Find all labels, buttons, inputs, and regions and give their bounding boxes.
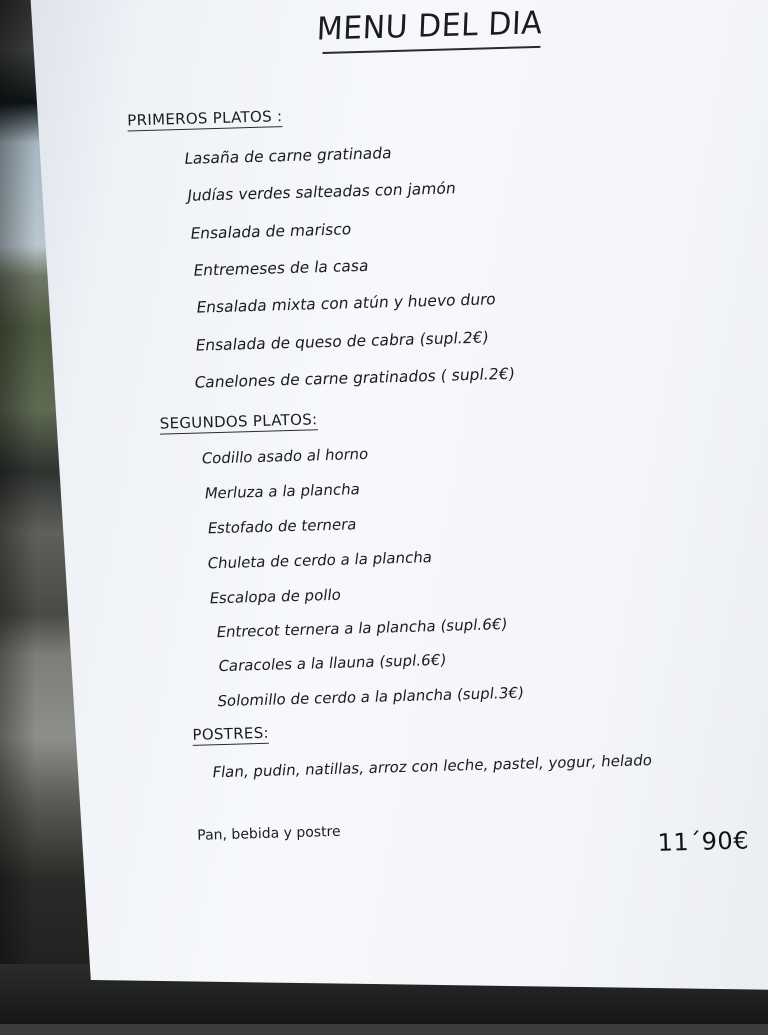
segundos-item: Entrecot ternera a la plancha (supl.6€)	[215, 615, 509, 642]
section-heading-primeros: PRIMEROS PLATOS :	[127, 107, 283, 130]
menu-price: 11´90€	[657, 826, 750, 857]
segundos-item: Estofado de ternera	[206, 515, 358, 538]
menu-title-underline	[322, 46, 540, 54]
segundos-item: Escalopa de pollo	[208, 585, 343, 608]
primeros-item: Ensalada de queso de cabra (supl.2€)	[194, 328, 490, 355]
primeros-item: Judías verdes salteadas con jamón	[186, 179, 458, 205]
primeros-item: Ensalada mixta con atún y huevo duro	[195, 290, 497, 317]
segundos-item: Chuleta de cerdo a la plancha	[206, 548, 434, 573]
primeros-item: Lasaña de carne gratinada	[183, 144, 393, 168]
section-heading-postres: POSTRES:	[192, 723, 270, 744]
section-heading-segundos: SEGUNDOS PLATOS:	[159, 410, 318, 433]
menu-title: MENU DEL DIA	[316, 4, 544, 49]
segundos-item: Codillo asado al horno	[200, 444, 370, 468]
segundos-item: Solomillo de cerdo a la plancha (supl.3€)	[216, 683, 525, 711]
menu-footer-note: Pan, bebida y postre	[197, 823, 341, 844]
postres-item: Flan, pudin, natillas, arroz con leche, pastel, yogur, helado	[211, 751, 654, 782]
segundos-item: Caracoles a la llauna (supl.6€)	[217, 650, 448, 676]
primeros-item: Entremeses de la casa	[192, 256, 370, 280]
segundos-item: Merluza a la plancha	[203, 480, 362, 503]
primeros-item: Canelones de carne gratinados ( supl.2€)	[193, 364, 516, 392]
primeros-item: Ensalada de marisco	[189, 220, 353, 243]
